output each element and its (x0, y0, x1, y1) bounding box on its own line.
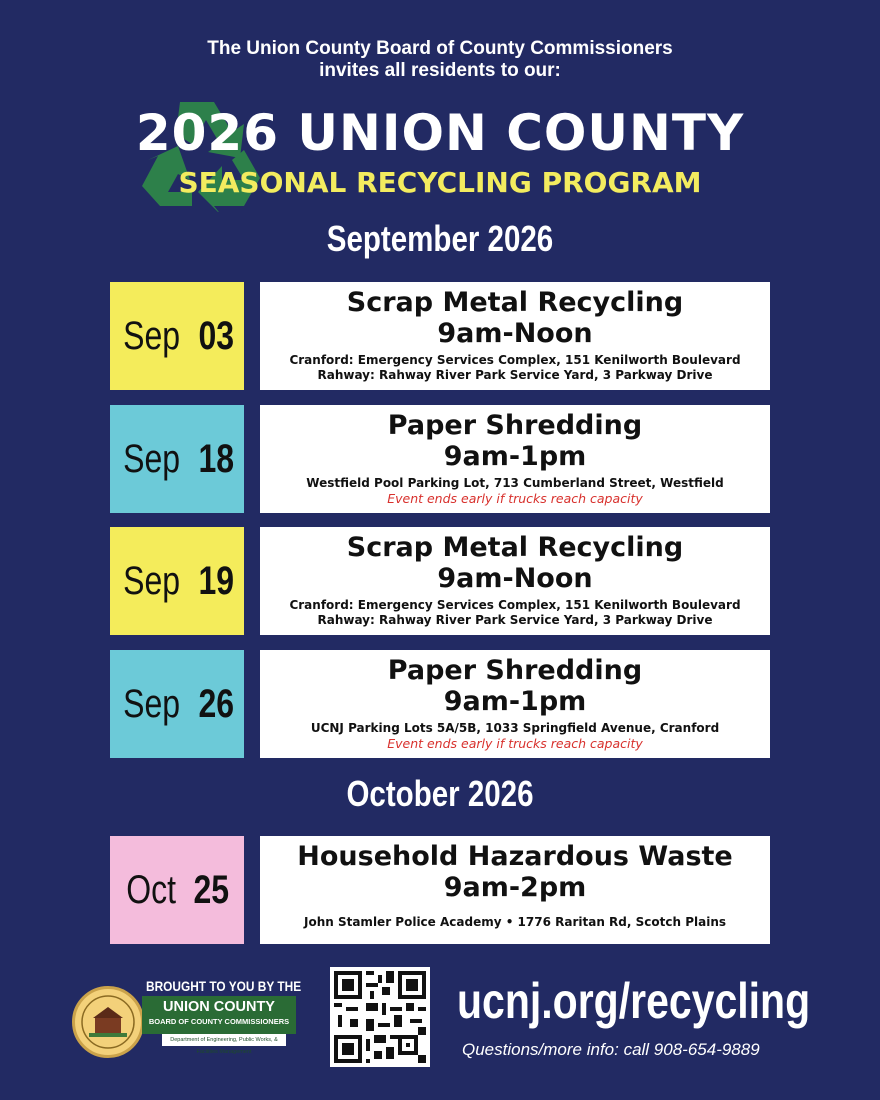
event-time: 9am-1pm (443, 441, 587, 472)
event-location: Cranford: Emergency Services Complex, 151 Kenilworth Boulevard (289, 353, 741, 367)
event-time: 9am-1pm (443, 686, 587, 717)
date-month: Sep (122, 681, 180, 726)
date-badge (110, 282, 244, 390)
event-time: 9am-2pm (443, 872, 587, 903)
event-card (260, 282, 770, 390)
month-heading-october: October 2026 (346, 773, 534, 814)
event-note: Event ends early if trucks reach capacity (387, 736, 643, 751)
date-day: 18 (198, 436, 234, 481)
event-location: Rahway: Rahway River Park Service Yard, 3 Parkway Drive (317, 368, 713, 382)
union-county-logo (142, 996, 296, 1034)
date-month: Sep (122, 313, 180, 358)
event-location: Rahway: Rahway River Park Service Yard, 3 Parkway Drive (317, 613, 713, 627)
event-title: Scrap Metal Recycling (346, 287, 684, 318)
contact-info: Questions/more info: call 908-654-9889 (462, 1040, 760, 1059)
event-card (260, 527, 770, 635)
brought-by-label: BROUGHT TO YOU BY THE (146, 979, 302, 994)
event-location: UCNJ Parking Lots 5A/5B, 1033 Springfield Avenue, Cranford (310, 721, 720, 735)
intro-line-2: invites all residents to our: (319, 60, 561, 81)
date-day: 19 (198, 558, 234, 603)
event-location: Westfield Pool Parking Lot, 713 Cumberland Street, Westfield (306, 476, 724, 490)
intro-line-1: The Union County Board of County Commissioners (207, 38, 673, 59)
event-location: John Stamler Police Academy • 1776 Raritan Rd, Scotch Plains (303, 915, 726, 929)
date-day: 26 (198, 681, 234, 726)
event-time: 9am-Noon (437, 563, 593, 594)
website-link[interactable]: ucnj.org/recycling (457, 973, 811, 1029)
page-subtitle: SEASONAL RECYCLING PROGRAM (178, 166, 702, 199)
org-subtitle: BOARD OF COUNTY COMMISSIONERS (148, 1017, 290, 1026)
qr-code[interactable] (330, 967, 430, 1067)
intro-text (0, 38, 880, 82)
org-name: UNION COUNTY (163, 999, 275, 1015)
date-day: 25 (193, 867, 230, 912)
date-badge (110, 836, 244, 944)
event-title: Paper Shredding (387, 655, 643, 686)
department-label: Department of Engineering, Public Works, & Facilities Management (162, 1034, 286, 1046)
date-month: Sep (122, 436, 180, 481)
date-badge (110, 405, 244, 513)
month-heading-september: September 2026 (326, 218, 554, 259)
event-title: Household Hazardous Waste (297, 841, 733, 872)
event-note: Event ends early if trucks reach capacity (387, 491, 643, 506)
event-title: Scrap Metal Recycling (346, 532, 684, 563)
date-day: 03 (198, 313, 234, 358)
event-location: Cranford: Emergency Services Complex, 151 Kenilworth Boulevard (289, 598, 741, 612)
event-title: Paper Shredding (387, 410, 643, 441)
county-seal (72, 986, 144, 1058)
date-month: Oct (126, 867, 177, 912)
event-card (260, 650, 770, 758)
date-badge (110, 650, 244, 758)
date-month: Sep (122, 558, 180, 603)
page-title: 2026 UNION COUNTY (135, 104, 745, 162)
date-badge (110, 527, 244, 635)
event-time: 9am-Noon (437, 318, 593, 349)
event-card (260, 836, 770, 944)
event-card (260, 405, 770, 513)
